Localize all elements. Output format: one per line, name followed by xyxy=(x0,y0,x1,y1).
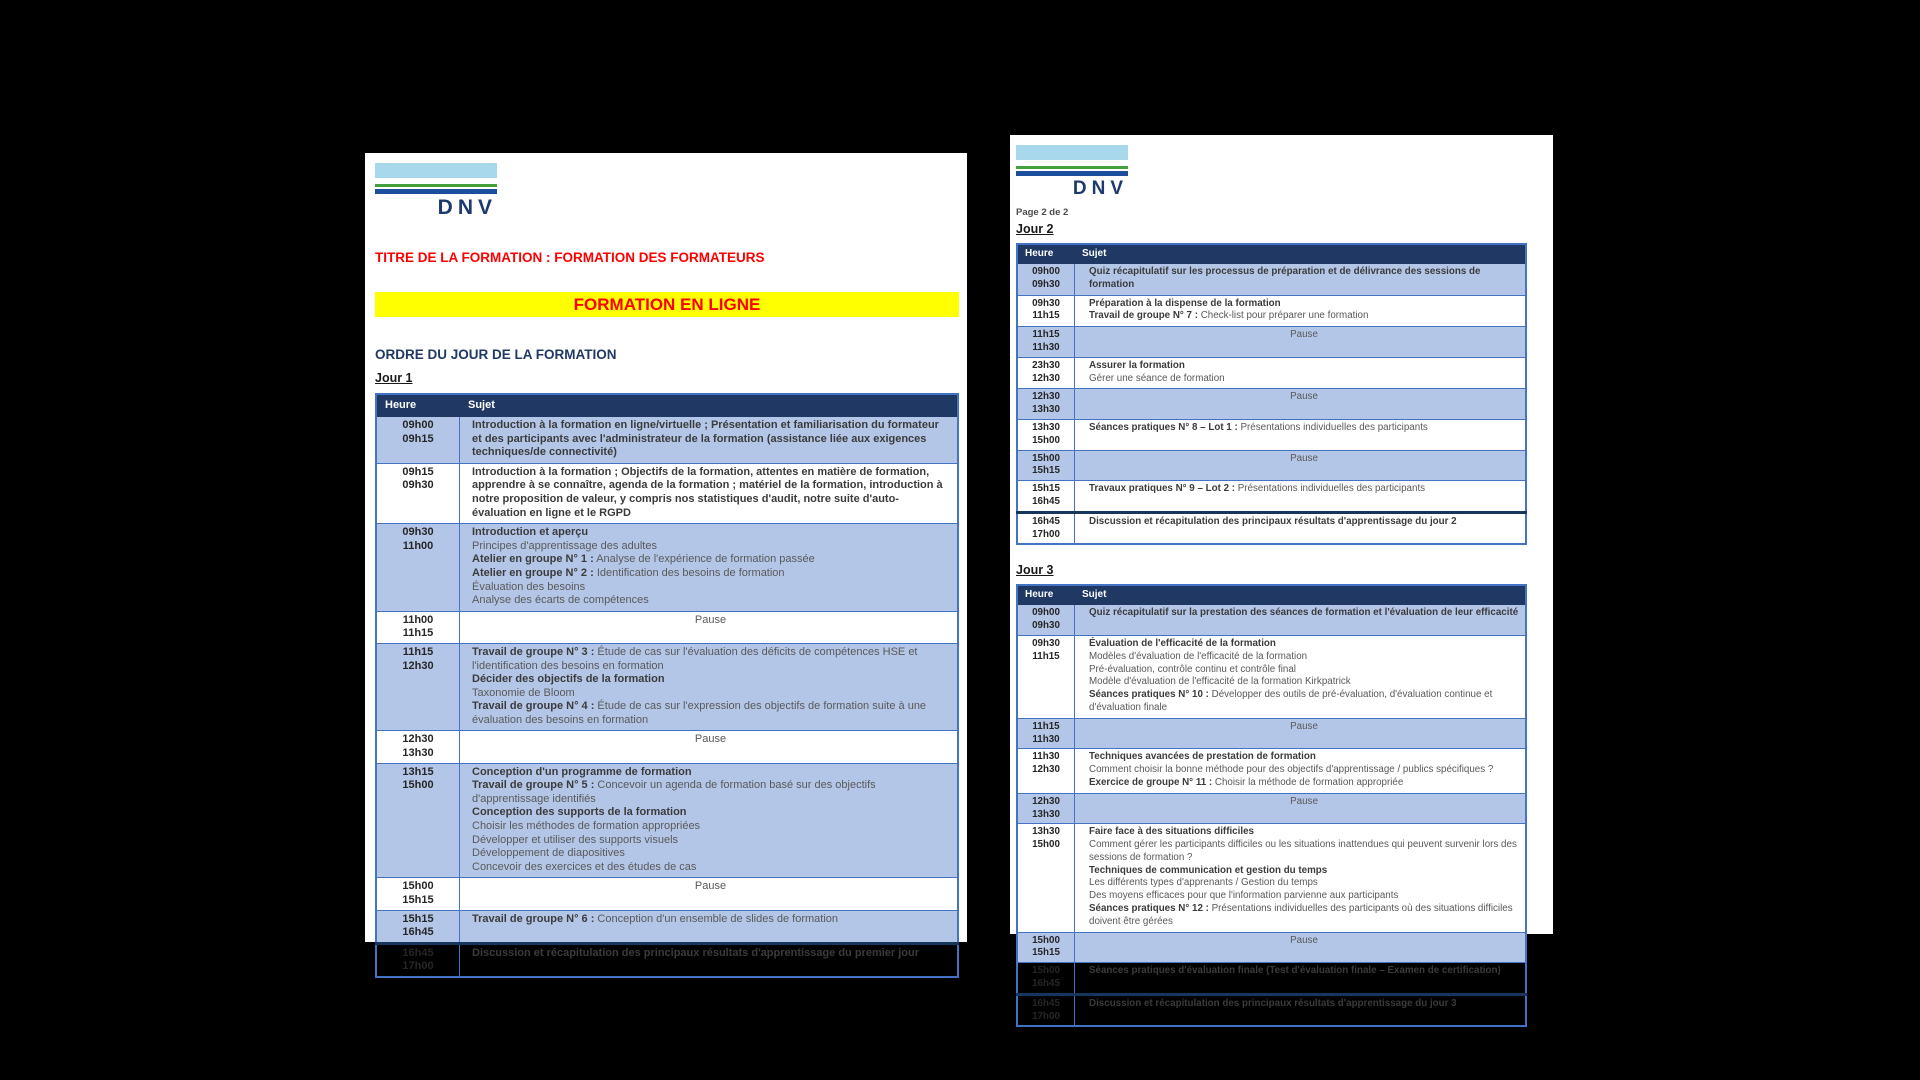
subject-line xyxy=(1089,638,1519,651)
day3-schedule xyxy=(1016,584,1527,1027)
time-end: 11h00 xyxy=(402,539,434,552)
logo-sky-bar xyxy=(375,163,497,178)
pause-label: Pause xyxy=(694,733,727,746)
time-cell xyxy=(1017,824,1075,932)
subject-line xyxy=(472,673,949,687)
time-cell xyxy=(1017,718,1075,749)
subject-cell xyxy=(1075,605,1527,636)
table-body xyxy=(1017,264,1526,545)
day2-schedule xyxy=(1016,243,1527,545)
table-header-row xyxy=(1017,585,1526,605)
time-end: 11h30 xyxy=(1032,341,1060,353)
subject-cell xyxy=(460,943,959,977)
subject-bold-text: Travail de groupe N° 3 : xyxy=(472,645,595,658)
subject-bold-text: Atelier en groupe N° 1 : xyxy=(472,553,594,566)
table-row xyxy=(1017,327,1526,358)
subject-bold-text: Décider des objectifs de la formation xyxy=(472,673,665,686)
subject-text: Présentations individuelles des participants xyxy=(1235,483,1426,495)
subject-bold-text: Quiz récapitulatif sur les processus de préparation et de délivrance des sessions de formation xyxy=(1089,266,1481,290)
subject-cell xyxy=(460,643,959,731)
table-row xyxy=(1017,932,1526,963)
subject-line xyxy=(472,766,949,780)
table-row xyxy=(376,643,958,731)
time-cell xyxy=(1017,749,1075,793)
table-row xyxy=(1017,419,1526,450)
time-end: 09h30 xyxy=(402,479,434,492)
time-end: 15h00 xyxy=(1032,839,1060,851)
subject-line xyxy=(1089,890,1519,903)
time-cell xyxy=(1017,793,1075,824)
subject-line xyxy=(1089,310,1519,323)
logo-green-bar xyxy=(375,184,497,187)
time-start: 15h00 xyxy=(402,880,434,893)
online-training-banner: FORMATION EN LIGNE xyxy=(375,292,959,317)
subject-line xyxy=(472,526,949,540)
table-row xyxy=(1017,481,1526,513)
subject-text: Étude de cas sur l'évaluation des déficits de compétences HSE et l'identification des besoins en formation xyxy=(472,645,918,672)
training-title: TITRE DE LA FORMATION : FORMATION DES FORMATEURS xyxy=(375,250,765,265)
time-start: 11h30 xyxy=(1032,751,1060,763)
subject-bold-text: Introduction à la formation en ligne/virtuelle ; Présentation et familiarisation du formateur et des participants avec l'administrateur de la formation (assistance liée aux exigences techniques/de connectivité) xyxy=(472,419,939,459)
table-row xyxy=(376,731,958,763)
subject-line xyxy=(1089,483,1519,496)
subject-line xyxy=(1089,839,1519,865)
time-cell xyxy=(376,524,460,612)
time-cell xyxy=(1017,357,1075,389)
time-cell xyxy=(376,643,460,731)
time-start: 16h45 xyxy=(1032,997,1060,1009)
time-end: 15h00 xyxy=(402,779,434,792)
subject-bold-text: Faire face à des situations difficiles xyxy=(1089,826,1254,838)
subject-line xyxy=(1089,764,1519,777)
subject-cell xyxy=(1075,793,1527,824)
subject-bold-text: Discussion et récapitulation des principaux résultats d'apprentissage du premier jour xyxy=(472,946,920,959)
header-row xyxy=(376,394,958,417)
time-start: 15h15 xyxy=(402,912,434,925)
subject-bold-text: Séances pratiques d'évaluation finale (Test d'évaluation finale – Examen de certification) xyxy=(1089,965,1501,977)
table-row xyxy=(1017,264,1526,296)
subject-line xyxy=(472,419,949,460)
time-end: 13h30 xyxy=(1032,404,1060,416)
subject-line xyxy=(472,553,949,567)
subject-cell xyxy=(1075,481,1527,513)
time-cell xyxy=(1017,932,1075,963)
subject-line xyxy=(472,947,949,961)
subject-bold-text: Techniques de communication et gestion du temps xyxy=(1089,864,1328,876)
page-number: Page 2 de 2 xyxy=(1016,207,1069,218)
subject-line xyxy=(1089,676,1519,689)
subject-text: Comment choisir la bonne méthode pour des objectifs d'apprentissage / publics spécifiques ? xyxy=(1089,764,1494,776)
subject-bold-text: Conception d'un programme de formation xyxy=(472,765,692,778)
pause-label: Pause xyxy=(1290,452,1318,464)
subject-line xyxy=(472,567,949,581)
subject-cell xyxy=(1075,264,1527,296)
subject-cell xyxy=(1075,327,1527,358)
time-start: 09h00 xyxy=(1032,607,1060,619)
subject-bold-text: Atelier en groupe N° 2 : xyxy=(472,566,594,579)
pause-label: Pause xyxy=(1290,391,1318,403)
subject-text: Présentations individuelles des participants xyxy=(1237,421,1428,433)
time-start: 11h15 xyxy=(1032,720,1060,732)
subject-line xyxy=(1089,651,1519,664)
subject-text: Les différents types d'apprenants / Gestion du temps xyxy=(1089,877,1318,889)
table-row xyxy=(1017,295,1526,327)
table-row xyxy=(1017,963,1526,995)
subject-text: Concevoir un agenda de formation basé sur des objectifs d'apprentissage identifiés xyxy=(472,779,876,805)
time-end: 12h30 xyxy=(402,659,434,672)
document-page-1 xyxy=(365,153,967,973)
header-row xyxy=(1017,585,1526,605)
subject-bold-text: Exercice de groupe N° 11 : xyxy=(1089,776,1213,788)
subject-cell xyxy=(1075,295,1527,327)
time-end: 09h15 xyxy=(402,432,434,445)
subject-text: Développer et utiliser des supports visuels xyxy=(472,833,679,846)
time-end: 11h15 xyxy=(1032,650,1060,662)
time-end: 12h30 xyxy=(1032,372,1060,384)
subject-bold-text: Techniques avancées de prestation de formation xyxy=(1089,751,1316,763)
subject-cell xyxy=(460,417,959,464)
subject-text: Des moyens efficaces pour que l'information parvienne aux participants xyxy=(1089,890,1399,902)
subject-cell xyxy=(1075,512,1527,544)
subject-text: Choisir la méthode de formation appropriée xyxy=(1212,776,1404,788)
agenda-heading: ORDRE DU JOUR DE LA FORMATION xyxy=(375,347,617,362)
time-start: 13h30 xyxy=(1032,421,1060,433)
subject-text: Développer des outils de pré-évaluation, d'évaluation continue et d'évaluation finale xyxy=(1089,689,1493,713)
time-cell xyxy=(1017,264,1075,296)
subject-text: Étude de cas sur l'expression des objectifs de formation suite à une évaluation des besoins en formation xyxy=(472,700,927,726)
subject-line xyxy=(472,581,949,595)
subject-text: Identification des besoins de formation xyxy=(593,566,785,579)
time-end: 15h15 xyxy=(1032,947,1060,959)
column-header-sujet: Sujet xyxy=(1075,244,1527,264)
subject-text: Modèles d'évaluation de l'efficacité de la formation xyxy=(1089,650,1308,662)
logo-wordmark: DNV xyxy=(1072,178,1128,199)
column-header-heure: Heure xyxy=(376,394,460,417)
subject-bold-text: Évaluation de l'efficacité de la formation xyxy=(1089,637,1276,649)
header-row xyxy=(1017,244,1526,264)
subject-line xyxy=(472,700,949,727)
subject-text: Principes d'apprentissage des adultes xyxy=(472,539,657,552)
time-cell xyxy=(1017,635,1075,718)
subject-line xyxy=(1089,360,1519,373)
column-header-heure: Heure xyxy=(1017,585,1075,605)
table-row xyxy=(376,878,958,910)
pause-label: Pause xyxy=(694,880,727,893)
dnv-logo xyxy=(1016,145,1128,200)
subject-line xyxy=(1089,877,1519,890)
table-row xyxy=(1017,994,1526,1026)
subject-bold-text: Séances pratiques N° 10 : xyxy=(1089,689,1209,701)
subject-line xyxy=(472,540,949,554)
logo-green-bar xyxy=(1016,166,1128,169)
time-start: 15h00 xyxy=(1032,452,1060,464)
subject-cell xyxy=(460,763,959,878)
subject-bold-text: Quiz récapitulatif sur la prestation des séances de formation et l'évaluation de leur efficacité xyxy=(1089,607,1519,619)
time-end: 13h30 xyxy=(1032,808,1060,820)
subject-bold-text: Assurer la formation xyxy=(1089,359,1185,371)
table-row xyxy=(376,611,958,643)
schedule-table xyxy=(1016,243,1527,545)
time-start: 16h45 xyxy=(402,946,434,959)
time-start: 11h15 xyxy=(1032,329,1060,341)
table-row xyxy=(1017,512,1526,544)
subject-cell xyxy=(1075,357,1527,389)
logo-navy-bar xyxy=(1016,171,1128,176)
subject-line xyxy=(472,847,949,861)
table-row xyxy=(1017,749,1526,793)
time-cell xyxy=(376,463,460,523)
subject-cell xyxy=(460,878,959,910)
subject-text: Gérer une séance de formation xyxy=(1089,372,1225,384)
time-start: 09h15 xyxy=(402,465,434,478)
subject-line xyxy=(1089,664,1519,677)
subject-text: Conception d'un ensemble de slides de formation xyxy=(594,912,839,925)
subject-cell xyxy=(1075,963,1527,995)
subject-cell xyxy=(1075,635,1527,718)
subject-line xyxy=(1089,826,1519,839)
subject-bold-text: Préparation à la dispense de la formation xyxy=(1089,297,1281,309)
subject-line xyxy=(1089,422,1519,435)
subject-line xyxy=(1089,751,1519,764)
time-start: 16h45 xyxy=(1032,515,1060,527)
table-body xyxy=(376,417,958,977)
subject-bold-text: Séances pratiques N° 12 : xyxy=(1089,903,1209,915)
time-cell xyxy=(376,763,460,878)
table-row xyxy=(1017,605,1526,636)
time-end: 15h15 xyxy=(1032,465,1060,477)
pause-label: Pause xyxy=(694,613,727,626)
table-row xyxy=(1017,450,1526,481)
day3-label: Jour 3 xyxy=(1016,563,1054,578)
pause-label: Pause xyxy=(1290,934,1318,946)
subject-text: Pré-évaluation, contrôle continu et contrôle final xyxy=(1089,663,1296,675)
subject-cell xyxy=(1075,932,1527,963)
time-cell xyxy=(376,878,460,910)
time-end: 17h00 xyxy=(1032,1010,1060,1022)
subject-line xyxy=(1089,865,1519,878)
subject-bold-text: Travaux pratiques N° 9 – Lot 2 : xyxy=(1089,483,1236,495)
time-end: 17h00 xyxy=(1032,528,1060,540)
pause-label: Pause xyxy=(1290,329,1318,341)
subject-cell xyxy=(1075,419,1527,450)
subject-text: Comment gérer les participants difficiles ou les situations inattendues qui peuvent survenir lors des sessions de formation ? xyxy=(1089,839,1517,863)
subject-text: Analyse de l'expérience de formation passée xyxy=(593,553,815,566)
time-start: 15h15 xyxy=(1032,483,1060,495)
subject-line xyxy=(1089,607,1519,620)
subject-line xyxy=(472,913,949,927)
table-row xyxy=(376,463,958,523)
subject-text: Développement de diapositives xyxy=(472,847,625,860)
subject-bold-text: Discussion et récapitulation des principaux résultats d'apprentissage du jour 2 xyxy=(1089,515,1457,527)
time-start: 09h30 xyxy=(1032,297,1060,309)
subject-bold-text: Séances pratiques N° 8 – Lot 1 : xyxy=(1089,421,1238,433)
time-start: 13h15 xyxy=(402,765,434,778)
column-header-sujet: Sujet xyxy=(460,394,959,417)
time-cell xyxy=(1017,419,1075,450)
time-cell xyxy=(1017,512,1075,544)
time-start: 12h30 xyxy=(1032,795,1060,807)
day1-schedule xyxy=(375,393,959,978)
time-cell xyxy=(376,943,460,977)
subject-line xyxy=(472,646,949,673)
time-end: 16h45 xyxy=(1032,978,1060,990)
time-end: 09h30 xyxy=(1032,620,1060,632)
time-cell xyxy=(1017,450,1075,481)
time-start: 09h00 xyxy=(1032,266,1060,277)
subject-line xyxy=(472,779,949,806)
time-cell xyxy=(376,417,460,464)
subject-bold-text: Introduction à la formation ; Objectifs de la formation, attentes en matière de formation, apprendre à se connaître, agenda de la formation ; matériel de la formation, introduction à notre proposition de valeur, y compris nos statistiques d'audit, notre suite d'auto-évaluation en ligne et le RGPD xyxy=(472,465,943,519)
logo-sky-bar xyxy=(1016,145,1128,160)
table-body xyxy=(1017,605,1526,1027)
time-end: 13h30 xyxy=(402,747,434,760)
subject-line xyxy=(1089,777,1519,790)
time-end: 16h45 xyxy=(1032,495,1060,507)
subject-text: Présentations individuelles des participants où des situations difficiles doivent être gérées xyxy=(1089,903,1513,927)
column-header-sujet: Sujet xyxy=(1075,585,1527,605)
subject-text: Taxonomie de Bloom xyxy=(472,686,575,699)
subject-line xyxy=(1089,689,1519,715)
time-start: 12h30 xyxy=(402,733,434,746)
subject-line xyxy=(1089,965,1519,978)
subject-line xyxy=(1089,266,1519,292)
subject-cell xyxy=(1075,749,1527,793)
subject-text: Check-list pour préparer une formation xyxy=(1198,310,1369,322)
subject-line xyxy=(472,834,949,848)
subject-cell xyxy=(1075,450,1527,481)
time-cell xyxy=(1017,994,1075,1026)
time-start: 11h00 xyxy=(402,613,434,626)
schedule-table xyxy=(1016,584,1527,1027)
time-cell xyxy=(376,731,460,763)
subject-bold-text: Travail de groupe N° 6 : xyxy=(472,912,595,925)
time-cell xyxy=(1017,605,1075,636)
subject-cell xyxy=(1075,824,1527,932)
subject-cell xyxy=(1075,718,1527,749)
day1-label: Jour 1 xyxy=(375,371,413,385)
table-row xyxy=(376,910,958,943)
time-cell xyxy=(1017,327,1075,358)
time-cell xyxy=(1017,963,1075,995)
time-start: 13h30 xyxy=(1032,826,1060,838)
time-start: 23h30 xyxy=(1032,359,1060,371)
time-start: 09h30 xyxy=(1032,637,1060,649)
time-end: 11h15 xyxy=(402,627,434,640)
table-header-row xyxy=(376,394,958,417)
time-cell xyxy=(1017,481,1075,513)
table-row xyxy=(376,417,958,464)
table-header-row xyxy=(1017,244,1526,264)
pause-label: Pause xyxy=(1290,720,1318,732)
time-start: 09h30 xyxy=(402,526,434,539)
table-row xyxy=(376,763,958,878)
table-row xyxy=(1017,718,1526,749)
time-end: 16h45 xyxy=(402,926,434,939)
day2-label: Jour 2 xyxy=(1016,222,1054,236)
subject-cell xyxy=(460,524,959,612)
document-page-2 xyxy=(1010,135,1553,1022)
pause-label: Pause xyxy=(1290,795,1318,807)
column-header-heure: Heure xyxy=(1017,244,1075,264)
subject-line xyxy=(1089,516,1519,529)
subject-text: Concevoir des exercices et des études de cas xyxy=(472,860,697,873)
time-cell xyxy=(376,910,460,943)
subject-line xyxy=(472,861,949,875)
logo-wordmark: DNV xyxy=(437,196,497,219)
table-row xyxy=(1017,635,1526,718)
time-end: 09h30 xyxy=(1032,278,1060,290)
subject-line xyxy=(1089,373,1519,386)
time-start: 11h15 xyxy=(402,645,434,658)
subject-line xyxy=(472,806,949,820)
subject-text: Évaluation des besoins xyxy=(472,580,586,593)
subject-text: Choisir les méthodes de formation appropriées xyxy=(472,820,701,833)
table-row xyxy=(376,943,958,977)
subject-cell xyxy=(1075,994,1527,1026)
time-cell xyxy=(1017,295,1075,327)
time-cell xyxy=(1017,389,1075,420)
subject-line xyxy=(472,820,949,834)
subject-bold-text: Travail de groupe N° 4 : xyxy=(472,700,595,713)
time-end: 15h00 xyxy=(1032,434,1060,446)
table-row xyxy=(1017,824,1526,932)
dnv-logo xyxy=(375,163,497,220)
table-row xyxy=(376,524,958,612)
schedule-table xyxy=(375,393,959,978)
subject-bold-text: Discussion et récapitulation des principaux résultats d'apprentissage du jour 3 xyxy=(1089,997,1457,1009)
subject-line xyxy=(1089,903,1519,929)
time-end: 17h00 xyxy=(402,960,434,973)
subject-bold-text: Conception des supports de la formation xyxy=(472,806,687,819)
subject-cell xyxy=(460,731,959,763)
subject-cell xyxy=(460,910,959,943)
table-row xyxy=(1017,389,1526,420)
subject-text: Analyse des écarts de compétences xyxy=(472,594,649,607)
time-end: 15h15 xyxy=(402,894,434,906)
table-row xyxy=(1017,357,1526,389)
subject-cell xyxy=(1075,389,1527,420)
table-row xyxy=(1017,793,1526,824)
time-cell xyxy=(376,611,460,643)
time-end: 11h30 xyxy=(1032,733,1060,745)
time-end: 11h15 xyxy=(1032,310,1060,322)
time-end: 12h30 xyxy=(1032,764,1060,776)
subject-cell xyxy=(460,611,959,643)
subject-line xyxy=(472,594,949,608)
subject-text: Modèle d'évaluation de l'efficacité de la formation Kirkpatrick xyxy=(1089,676,1351,688)
time-start: 09h00 xyxy=(402,419,434,431)
subject-bold-text: Travail de groupe N° 7 : xyxy=(1089,310,1198,322)
subject-bold-text: Introduction et aperçu xyxy=(472,526,589,539)
logo-navy-bar xyxy=(375,189,497,194)
subject-bold-text: Travail de groupe N° 5 : xyxy=(472,779,595,792)
subject-line xyxy=(472,466,949,520)
subject-line xyxy=(1089,298,1519,311)
time-start: 15h00 xyxy=(1032,965,1060,977)
time-start: 15h00 xyxy=(1032,934,1060,946)
subject-line xyxy=(472,687,949,701)
subject-line xyxy=(1089,998,1519,1011)
time-start: 12h30 xyxy=(1032,391,1060,403)
subject-cell xyxy=(460,463,959,523)
